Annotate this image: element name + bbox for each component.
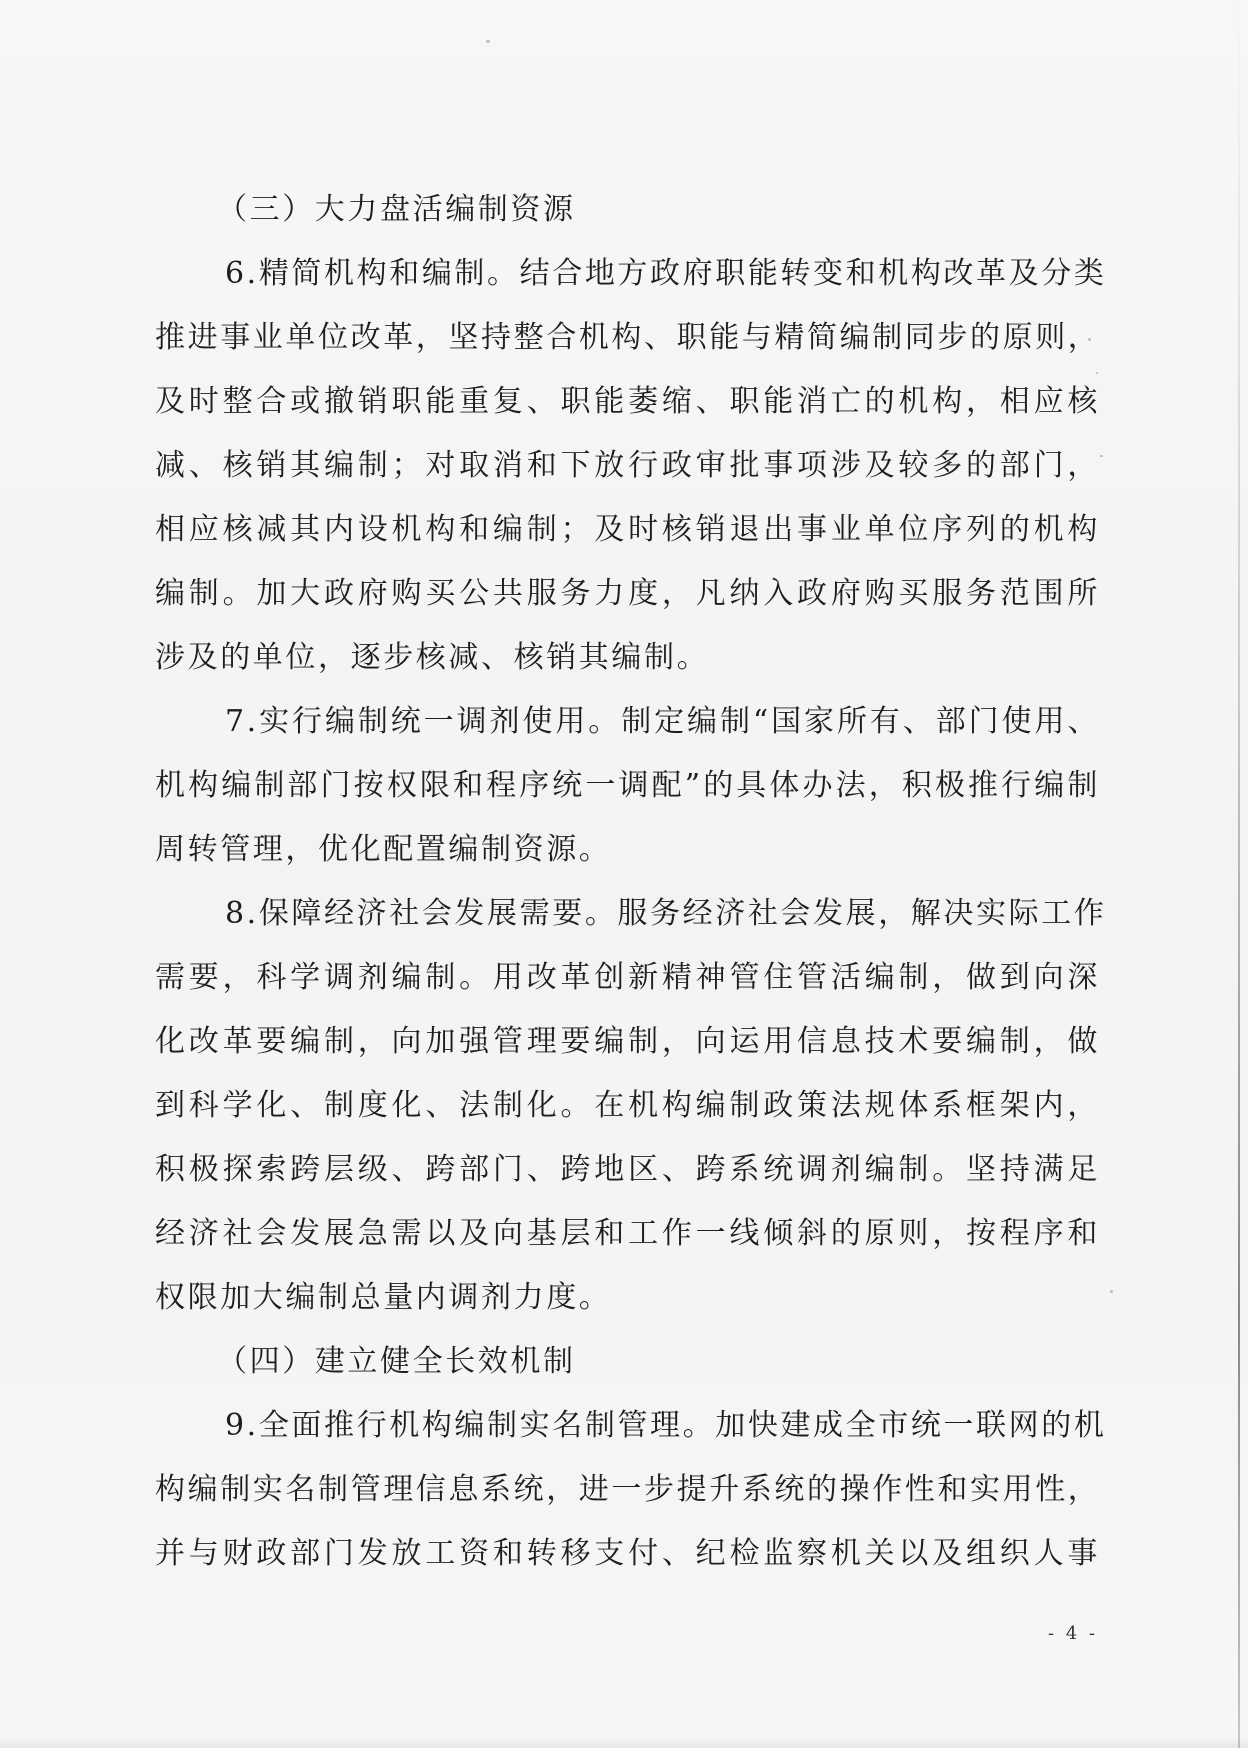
- paragraph-line: 9.全面推行机构编制实名制管理。加快建成全市统一联网的机: [225, 1408, 1107, 1443]
- paragraph-line: 周转管理，优化配置编制资源。: [155, 832, 612, 867]
- paragraph-line: 减、核销其编制；对取消和下放行政审批事项涉及较多的部门，: [155, 448, 1100, 483]
- scan-speck: [1100, 455, 1103, 457]
- scan-edge-shadow: [1238, 0, 1240, 1748]
- paragraph-line: 并与财政部门发放工资和转移支付、纪检监察机关以及组织人事: [155, 1536, 1100, 1571]
- section-heading-3: （三）大力盘活编制资源: [217, 192, 576, 227]
- paragraph-line: 6.精简机构和编制。结合地方政府职能转变和机构改革及分类: [225, 256, 1107, 291]
- paragraph-line: 积极探索跨层级、跨部门、跨地区、跨系统调剂编制。坚持满足: [155, 1152, 1100, 1187]
- scan-speck: [486, 40, 490, 43]
- paragraph-line: 编制。加大政府购买公共服务力度，凡纳入政府购买服务范围所: [155, 576, 1100, 611]
- document-body: [155, 178, 1107, 1586]
- paragraph-line: 化改革要编制，向加强管理要编制，向运用信息技术要编制，做: [155, 1024, 1100, 1059]
- section-heading-4: （四）建立健全长效机制: [217, 1344, 576, 1379]
- paragraph-line: 需要，科学调剂编制。用改革创新精神管住管活编制，做到向深: [155, 960, 1100, 995]
- paragraph-line: 及时整合或撤销职能重复、职能萎缩、职能消亡的机构，相应核: [155, 384, 1100, 419]
- paragraph-line: 经济社会发展急需以及向基层和工作一线倾斜的原则，按程序和: [155, 1216, 1100, 1251]
- paragraph-line: 到科学化、制度化、法制化。在机构编制政策法规体系框架内，: [155, 1088, 1100, 1123]
- paragraph-line: 涉及的单位，逐步核减、核销其编制。: [155, 640, 710, 675]
- paragraph-line: 构编制实名制管理信息系统，进一步提升系统的操作性和实用性，: [155, 1472, 1101, 1507]
- paragraph-line: 相应核减其内设机构和编制；及时核销退出事业单位序列的机构: [155, 512, 1100, 547]
- scan-speck: [1110, 1290, 1113, 1293]
- scan-bottom-shadow: [0, 1736, 1248, 1748]
- paragraph-line: 机构编制部门按权限和程序统一调配”的具体办法，积极推行编制: [155, 768, 1100, 803]
- page-number: - 4 -: [1047, 1623, 1098, 1644]
- paragraph-line: 7.实行编制统一调剂使用。制定编制“国家所有、部门使用、: [225, 704, 1100, 739]
- paragraph-line: 权限加大编制总量内调剂力度。: [155, 1280, 612, 1315]
- paragraph-line: 推进事业单位改革，坚持整合机构、职能与精简编制同步的原则，: [155, 320, 1101, 355]
- paragraph-line: 8.保障经济社会发展需要。服务经济社会发展，解决实际工作: [225, 896, 1107, 931]
